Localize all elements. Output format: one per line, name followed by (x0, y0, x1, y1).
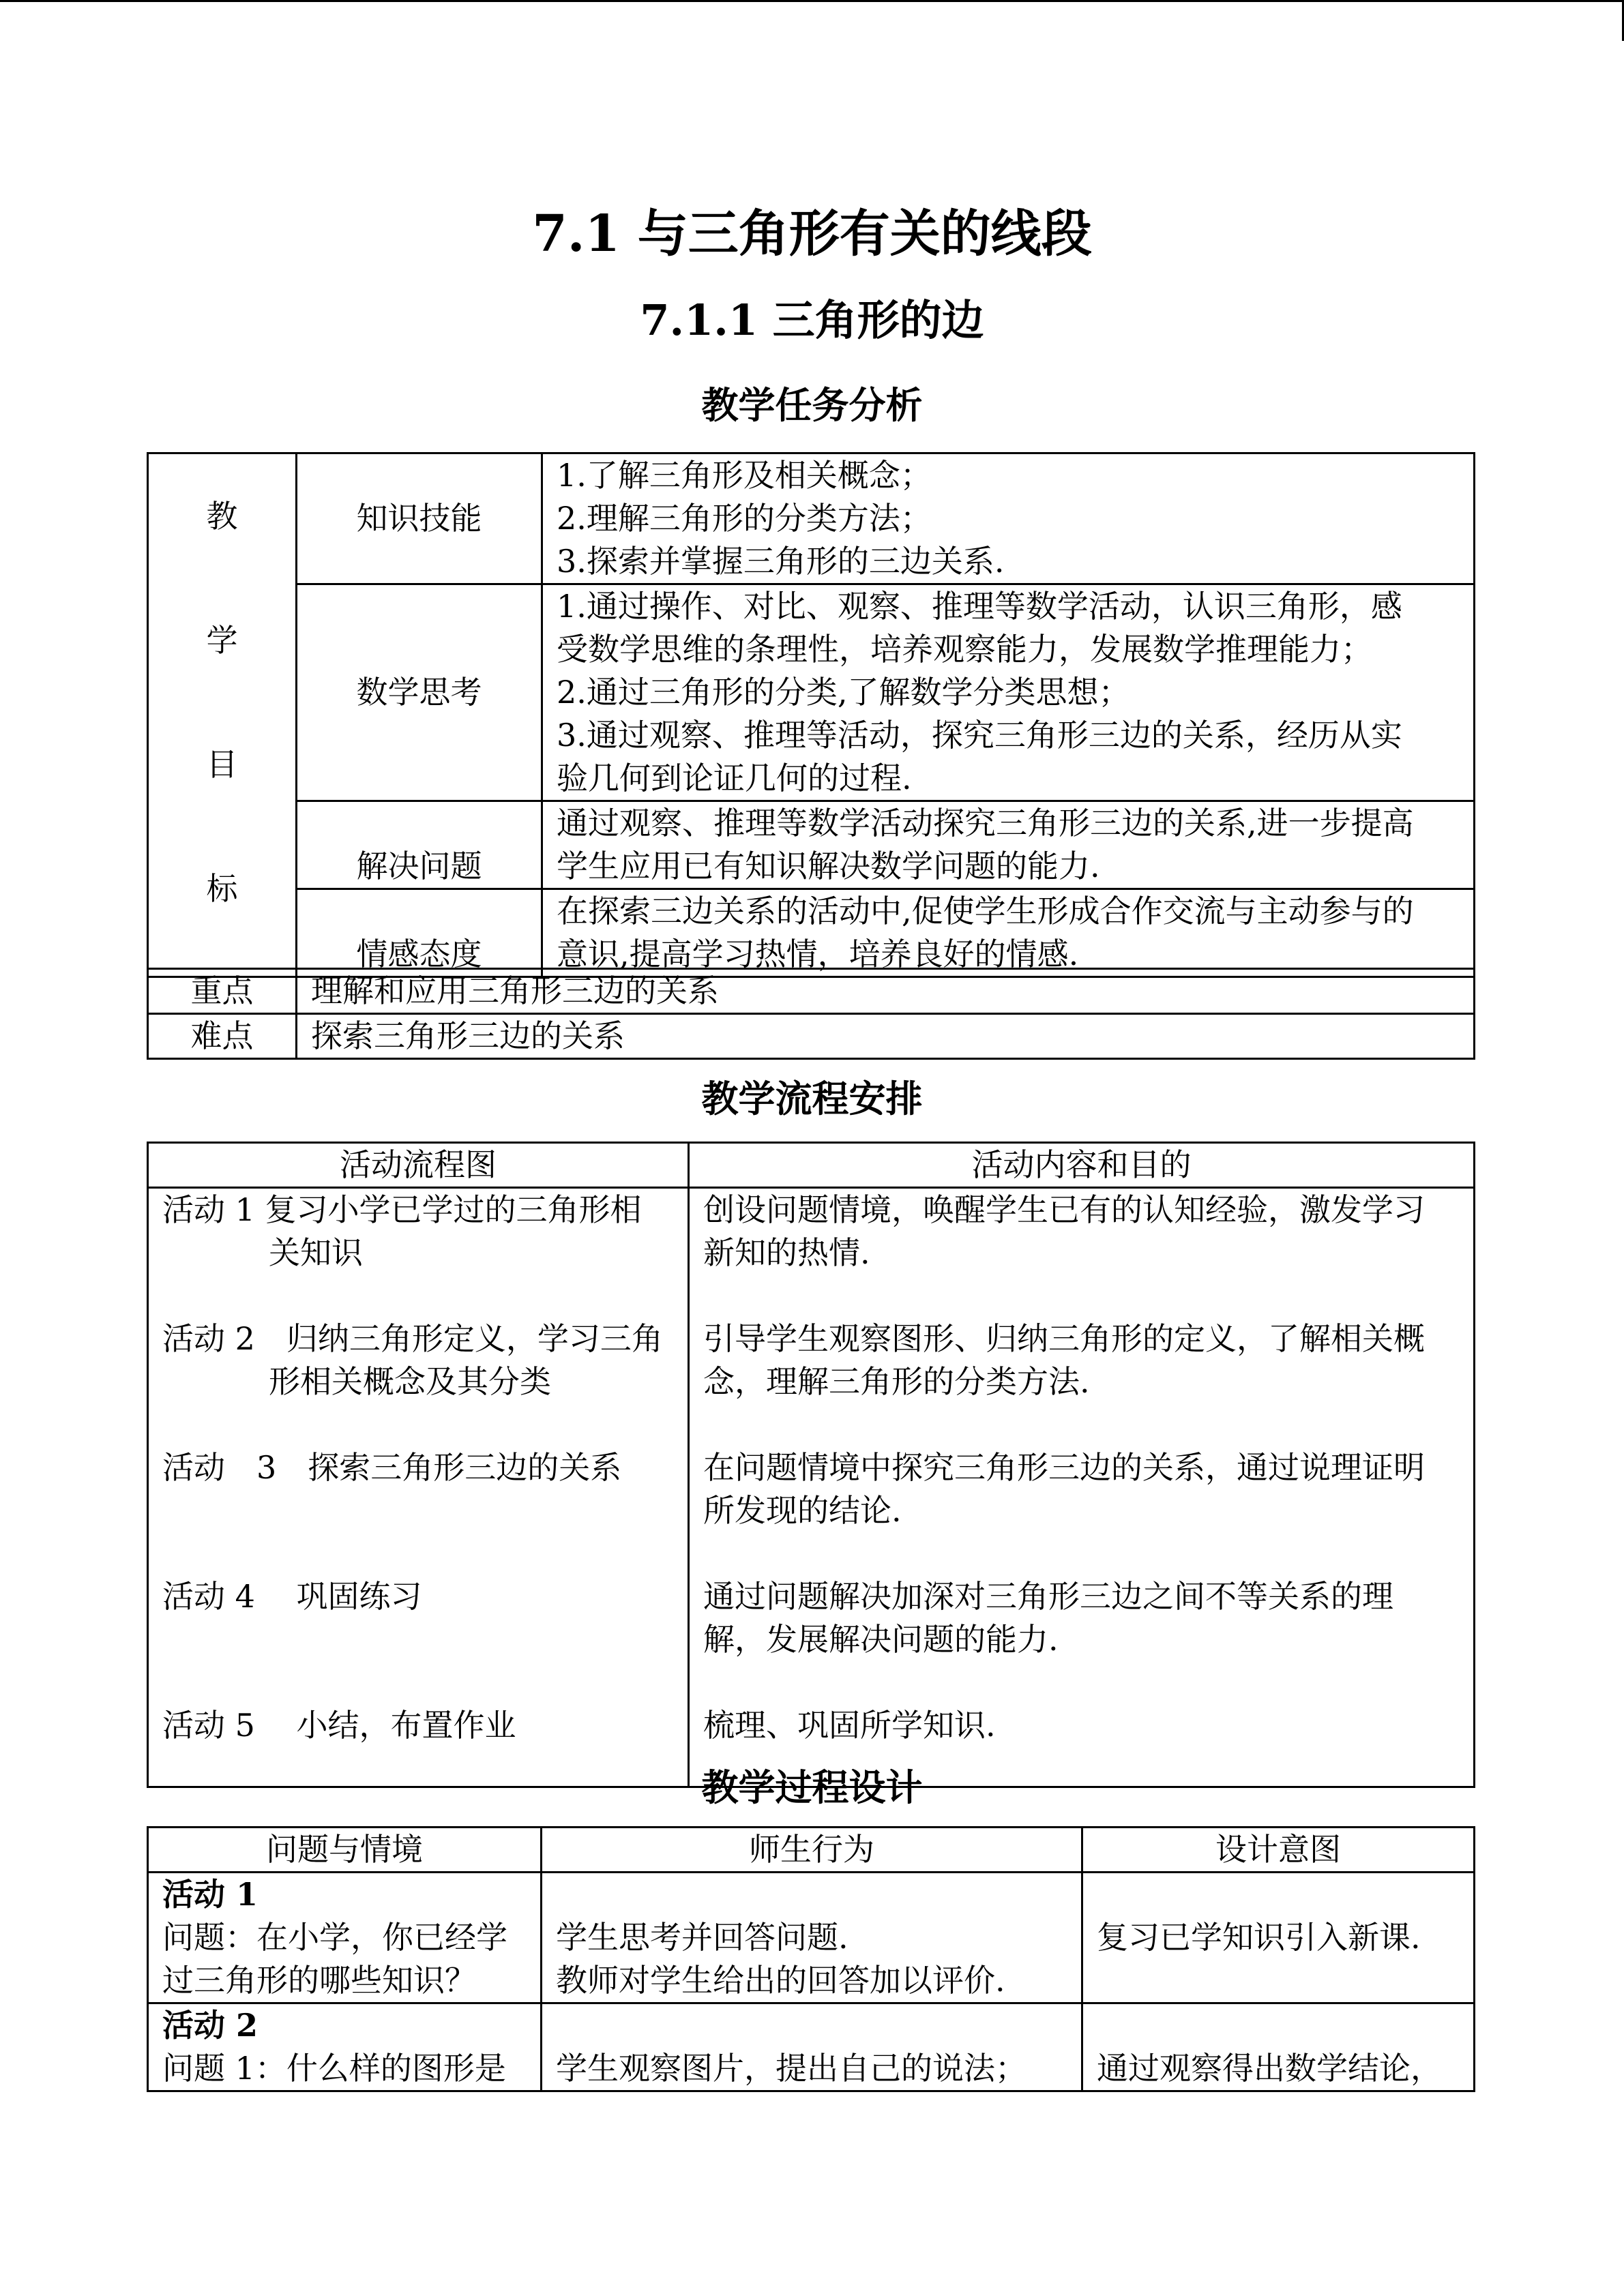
process-row-2-intent: 通过观察得出数学结论， (1082, 2003, 1475, 2091)
difficulty-text: 探索三角形三边的关系 (297, 1014, 1475, 1059)
objective-content-knowledge: 1.了解三角形及相关概念； 2.理解三角形的分类方法； 3.探索并掌握三角形的三边关系. (542, 453, 1475, 584)
top-border-line (0, 0, 1624, 2)
difficulty-label: 难点 (148, 1014, 297, 1059)
process-header-behavior: 师生行为 (542, 1828, 1082, 1873)
flow-activities-column: 活动 1 复习小学已学过的三角形相 关知识 活动 2 归纳三角形定义，学习三角 形相关概念及其分类 活动 3 探索三角形三边的关系 活动 4 巩固练习 活动 5 小结，布置作业 (148, 1188, 689, 1787)
objective-label-attitude: 情感态度 (297, 889, 542, 977)
flow-content-column: 创设问题情境，唤醒学生已有的认知经验，激发学习 新知的热情. 引导学生观察图形、归纳三角形的定义，了解相关概 念，理解三角形的分类方法. 在问题情境中探究三角形三边的关系，通过说理证明 所发现的结论. 通过问题解决加深对三角形三边之间不等关系的理 解，发展解决问题的能力. 梳理、巩固所学知识. (689, 1188, 1475, 1787)
teaching-flow-table (147, 1142, 1475, 1788)
objective-content-problem-solving: 通过观察、推理等数学活动探究三角形三边的关系,进一步提高 学生应用已有知识解决数学问题的能力. (542, 801, 1475, 889)
teaching-objectives-table (147, 452, 1475, 978)
objective-label-knowledge: 知识技能 (297, 453, 542, 584)
key-point-text: 理解和应用三角形三边的关系 (297, 969, 1475, 1014)
process-design-table (147, 1826, 1475, 2092)
objective-label-problem-solving: 解决问题 (297, 801, 542, 889)
objectives-group-label: 教 学 目 标 (148, 453, 297, 977)
objective-content-attitude: 在探索三边关系的活动中,促使学生形成合作交流与主动参与的 意识,提高学习热情，培养良好的情感. (542, 889, 1475, 977)
process-row-2-behavior: 学生观察图片，提出自己的说法； (542, 2003, 1082, 2091)
flow-header-diagram: 活动流程图 (148, 1143, 689, 1188)
process-row-1-intent: 复习已学知识引入新课. (1082, 1873, 1475, 2003)
page-title: 7.1 与三角形有关的线段 (532, 205, 1092, 263)
process-row-1-situation: 活动 1 问题：在小学，你已经学 过三角形的哪些知识？ (148, 1873, 542, 2003)
process-row-1-behavior: 学生思考并回答问题. 教师对学生给出的回答加以评价. (542, 1873, 1082, 2003)
objective-label-thinking: 数学思考 (297, 584, 542, 801)
key-point-label: 重点 (148, 969, 297, 1014)
section-heading-teaching-flow: 教学流程安排 (701, 1077, 923, 1120)
page-subtitle: 7.1.1 三角形的边 (640, 295, 984, 345)
process-header-intent: 设计意图 (1082, 1828, 1475, 1873)
section-heading-process-design: 教学过程设计 (701, 1765, 923, 1809)
process-header-situation: 问题与情境 (148, 1828, 542, 1873)
objective-content-thinking: 1.通过操作、对比、观察、推理等数学活动，认识三角形，感 受数学思维的条理性，培养观察能力，发展数学推理能力； 2.通过三角形的分类,了解数学分类思想； 3.通过观察、推理等活动，探究三角形三边的关系，经历从实 验几何到论证几何的过程. (542, 584, 1475, 801)
key-difficulty-table (147, 968, 1475, 1060)
section-heading-task-analysis: 教学任务分析 (701, 383, 923, 427)
flow-header-content: 活动内容和目的 (689, 1143, 1475, 1188)
process-row-2-situation: 活动 2 问题 1：什么样的图形是 (148, 2003, 542, 2091)
